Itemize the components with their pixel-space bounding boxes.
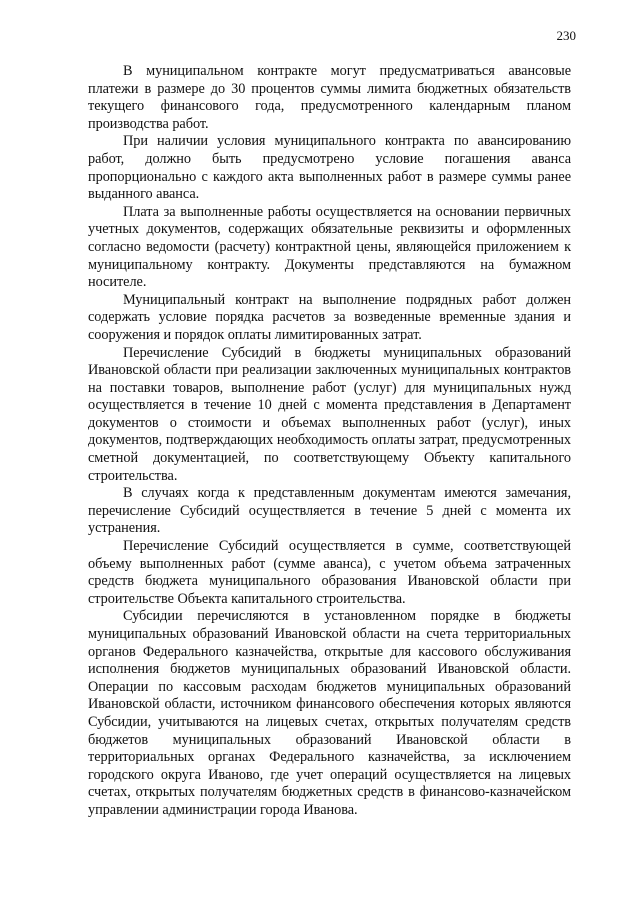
paragraph-advance-payments: В муниципальном контракте могут предусматриваться авансовые платежи в размере до 30 процентов суммы лимита бюджетных обязательств текущего финансового года, предусмотренного календарным планом производства работ.	[88, 63, 571, 132]
document-body	[88, 63, 571, 820]
paragraph-advance-repayment: При наличии условия муниципального контракта по авансированию работ, должно быть предусмотрено условие погашения аванса пропорционально с каждого акта выполненных работ в размере суммы ранее выданного аванса.	[88, 133, 571, 203]
paragraph-payment-basis: Плата за выполненные работы осуществляется на основании первичных учетных документов, содержащих обязательные реквизиты и оформленных согласно ведомости (расчету) контрактной цены, являющейся приложением к муниципальному контракту. Документы представляются на бумажном носителе.	[88, 203, 571, 291]
paragraph-remarks: В случаях когда к представленным документам имеются замечания, перечисление Субсидий осуществляется в течение 5 дней с момента их устранения.	[88, 485, 571, 537]
paragraph-subsidy-amount: Перечисление Субсидий осуществляется в сумме, соответствующей объему выполненных работ (сумме аванса), с учетом объема затраченных средств бюджета муниципального образования Ивановской области при строительстве Объекта капитального строительства.	[88, 538, 571, 607]
page-number: 230	[556, 28, 576, 43]
paragraph-contract-conditions: Муниципальный контракт на выполнение подрядных работ должен содержать условие порядка расчетов за возведенные временные здания и сооружения и порядок оплаты лимитированных затрат.	[88, 291, 571, 343]
paragraph-subsidy-transfer: Перечисление Субсидий в бюджеты муниципальных образований Ивановской области при реализации заключенных муниципальных контрактов на поставки товаров, выполнение работ (услуг) для муниципальных нужд осуществляется в течение 10 дней с момента представления в Департамент документов о стоимости и объемах выполненных работ (услуг), иных документов, подтверждающих необходимость оплаты затрат, предусмотренных сметной документацией, по соответствующему Объекту капитального строительства.	[88, 344, 571, 484]
paragraph-subsidy-accounts: Субсидии перечисляются в установленном порядке в бюджеты муниципальных образований Ивановской области на счета территориальных органов Федерального казначейства, открытые для кассового обслуживания исполнения бюджетов муниципальных образований Ивановской области. Операции по кассовым расходам бюджетов муниципальных образований Ивановской области, источником финансового обеспечения которых являются Субсидии, учитываются на лицевых счетах, открытых получателям средств бюджетов муниципальных образований Ивановской области в территориальных органах Федерального казначейства, за исключением городского округа Иваново, где учет операций осуществляется на лицевых счетах, открытых получателям бюджетных средств в финансово-казначейском управлении администрации города Иванова.	[88, 608, 571, 818]
